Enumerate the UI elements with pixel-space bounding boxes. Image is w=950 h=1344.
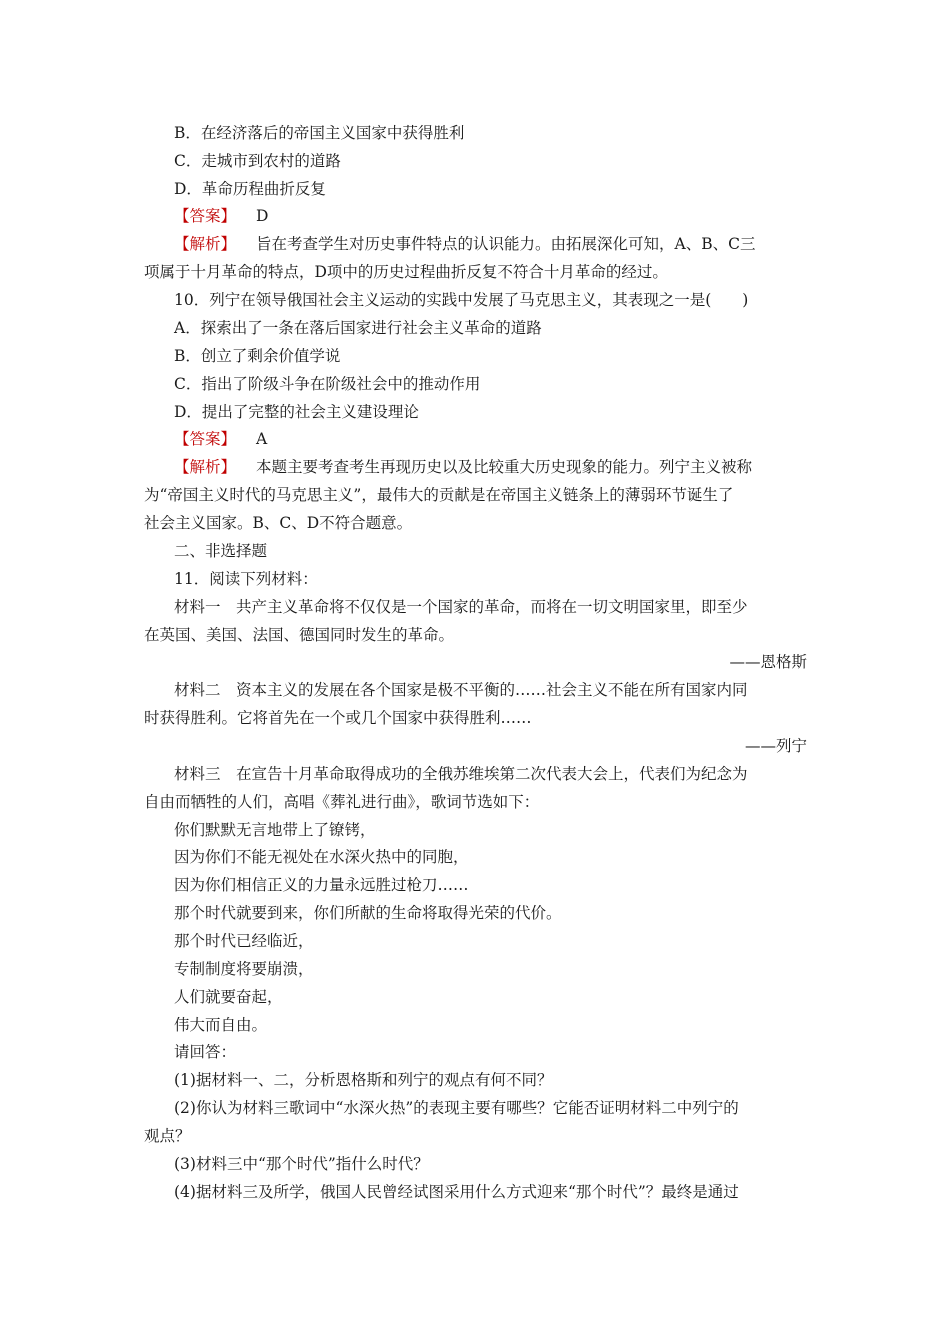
analysis-tag: 【解析】: [174, 458, 237, 476]
sub-question-4: (4)据材料三及所学，俄国人民曾经试图采用什么方式迎来“那个时代”？最终是通过: [174, 1183, 739, 1201]
lyric-line: 人们就要奋起，: [174, 988, 283, 1006]
material-2-line-2: 时获得胜利。它将首先在一个或几个国家中获得胜利……: [144, 709, 532, 727]
material-1-source: ——恩格斯: [729, 653, 807, 671]
lyric-line: 伟大而自由。: [174, 1016, 268, 1034]
analysis-text: 本题主要考查考生再现历史以及比较重大历史现象的能力。列宁主义被称: [256, 458, 753, 476]
q10-analysis-line-1: [174, 457, 752, 477]
q9-option-c: C．走城市到农村的道路: [174, 152, 341, 170]
sub-question-1: (1)据材料一、二，分析恩格斯和列宁的观点有何不同？: [174, 1071, 553, 1089]
q10-option-b: B．创立了剩余价值学说: [174, 347, 341, 365]
q9-analysis-line-1: [174, 234, 755, 254]
q10-option-d: D．提出了完整的社会主义建设理论: [174, 403, 419, 421]
q10-option-c: C．指出了阶级斗争在阶级社会中的推动作用: [174, 375, 481, 393]
sub-question-2-line-1: (2)你认为材料三歌词中“水深火热”的表现主要有哪些？它能否证明材料二中列宁的: [174, 1099, 739, 1117]
q11-stem: 11．阅读下列材料：: [174, 570, 318, 588]
section-heading: 二、非选择题: [174, 542, 268, 560]
q9-answer-line: [174, 206, 268, 226]
sub-question-3: (3)材料三中“那个时代”指什么时代？: [174, 1155, 429, 1173]
material-1-line-1: 材料一 共产主义革命将不仅仅是一个国家的革命，而将在一切文明国家里，即至少: [174, 598, 748, 616]
q9-analysis-line-2: 项属于十月革命的特点，D项中的历史过程曲折反复不符合十月革命的经过。: [144, 263, 668, 281]
answer-value: A: [256, 430, 268, 448]
q10-option-a: A．探索出了一条在落后国家进行社会主义革命的道路: [174, 319, 542, 337]
lyric-line: 那个时代就要到来，你们所献的生命将取得光荣的代价。: [174, 904, 562, 922]
lyric-line: 你们默默无言地带上了镣铐，: [174, 821, 376, 839]
material-2-line-1: 材料二 资本主义的发展在各个国家是极不平衡的……社会主义不能在所有国家内同: [174, 681, 748, 699]
q10-answer-line: [174, 429, 267, 449]
answer-tag: 【答案】: [174, 430, 237, 448]
q9-option-b: B．在经济落后的帝国主义国家中获得胜利: [174, 124, 465, 142]
lyric-line: 因为你们相信正义的力量永远胜过枪刀……: [174, 876, 469, 894]
analysis-tag: 【解析】: [174, 235, 237, 253]
q9-option-d: D．革命历程曲折反复: [174, 180, 326, 198]
lyric-line: 专制制度将要崩溃，: [174, 960, 314, 978]
material-1-line-2: 在英国、美国、法国、德国同时发生的革命。: [144, 626, 455, 644]
analysis-text: 旨在考查学生对历史事件特点的认识能力。由拓展深化可知，A、B、C三: [256, 235, 756, 253]
answer-prompt: 请回答：: [174, 1043, 237, 1061]
sub-question-2-line-2: 观点？: [144, 1127, 191, 1145]
material-2-source: ——列宁: [744, 737, 807, 755]
lyric-line: 那个时代已经临近，: [174, 932, 314, 950]
q10-stem: 10．列宁在领导俄国社会主义运动的实践中发展了马克思主义，其表现之一是( ): [174, 291, 749, 309]
lyric-line: 因为你们不能无视处在水深火热中的同胞，: [174, 848, 469, 866]
material-3-line-1: 材料三 在宣告十月革命取得成功的全俄苏维埃第二次代表大会上，代表们为纪念为: [174, 765, 748, 783]
answer-value: D: [256, 207, 269, 225]
q10-analysis-line-3: 社会主义国家。B、C、D不符合题意。: [144, 514, 413, 532]
q10-analysis-line-2: 为“帝国主义时代的马克思主义”，最伟大的贡献是在帝国主义链条上的薄弱环节诞生了: [144, 486, 734, 504]
answer-tag: 【答案】: [174, 207, 237, 225]
material-3-line-2: 自由而牺牲的人们，高唱《葬礼进行曲》，歌词节选如下：: [144, 793, 540, 811]
